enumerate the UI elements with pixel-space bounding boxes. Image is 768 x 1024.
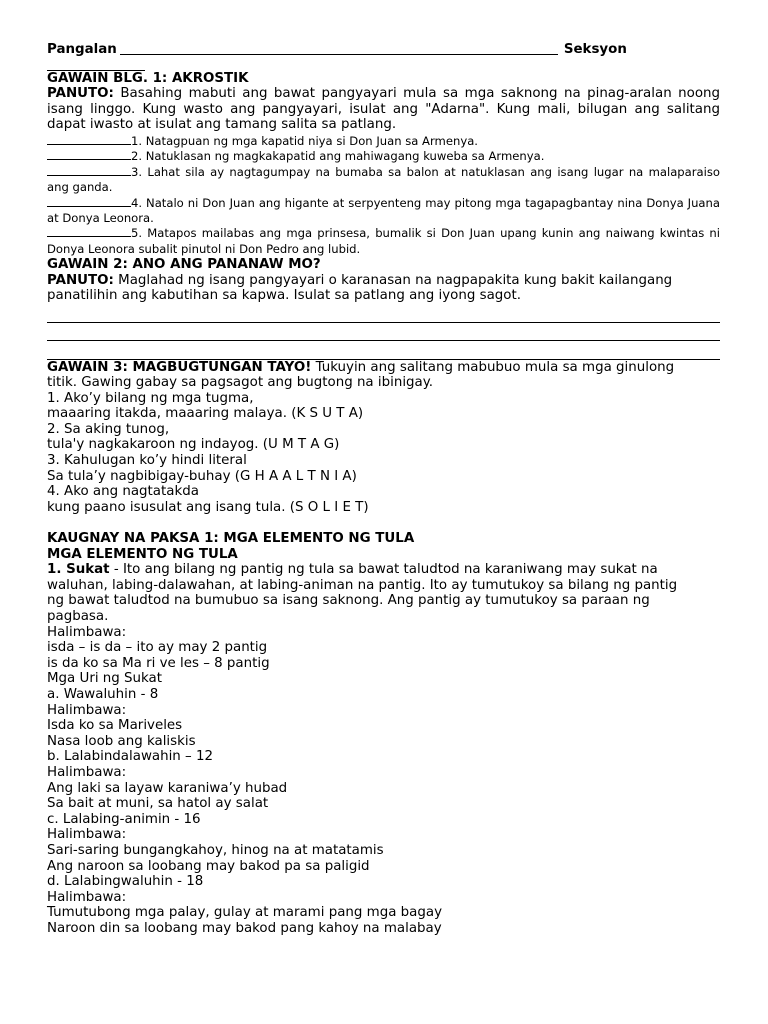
spacer [47,515,720,531]
akrostik-item [47,226,720,257]
gawain2-panuto-label: PANUTO: [47,272,114,288]
example-line: Halimbawa: [47,624,127,640]
bugtong-line: 3. Kahulugan ko’y hindi literal [47,453,247,469]
gawain1-panuto-text: Basahing mabuti ang bawat pangyayari mula sa mga saknong na pinag-aralan noong isang linggo. Kung wasto ang pangyayari, isulat ang "Adarna". Kung mali, bilugan ang salitang dapat iwasto at isulat ang tamang salita sa patlang. [47,86,720,133]
example-line: b. Lalabindalawahin – 12 [47,749,214,765]
answer-line[interactable] [47,341,720,360]
example-line: d. Lalabingwaluhin - 18 [47,874,204,890]
paksa-subtitle: MGA ELEMENTO NG TULA [47,546,238,562]
akrostik-item [47,149,720,164]
answer-blank[interactable] [47,134,131,145]
example-line: Tumutubong mga palay, gulay at marami pang mga bagay [47,905,442,921]
answer-blank[interactable] [47,196,131,207]
gawain1-title: GAWAIN BLG. 1: AKROSTIK [47,70,249,86]
gawain2-panuto-text: Maglahad ng isang pangyayari o karanasan na nagpapakita kung bakit kailangang [118,272,673,288]
bugtong-line: maaaring itakda, maaaring malaya. (K S U T A) [47,406,364,422]
example-line: Ang naroon sa loobang may bakod pa sa paligid [47,858,370,874]
gawain3-intro-2: titik. Gawing gabay sa pagsagot ang bugtong na ibinigay. [47,375,434,391]
akrostik-item [47,165,720,196]
akrostik-item-text: 2. Natuklasan ng magkakapatid ang mahiwagang kuweba sa Armenya. [131,149,545,164]
example-line: Sari-saring bungangkahoy, hinog na at matatamis [47,842,384,858]
akrostik-item-text: 3. Lahat sila ay nagtagumpay na bumaba sa balon at natuklasan ang isang lugar na malaparaiso ang ganda. [47,164,720,195]
sukat-line: waluhan, labing-dalawahan, at labing-animan na pantig. Ito ay tumutukoy sa bilang ng pantig [47,577,678,593]
akrostik-item-text: 1. Natagpuan ng mga kapatid niya si Don Juan sa Armenya. [131,133,478,148]
example-line: a. Wawaluhin - 8 [47,686,159,702]
name-label: Pangalan [47,42,117,57]
example-line: Halimbawa: [47,827,127,843]
gawain3-intro-1: Tukuyin ang salitang mabubuo mula sa mga ginulong [315,359,675,375]
bugtong-line: 2. Sa aking tunog, [47,421,170,437]
answer-blank[interactable] [47,165,131,176]
example-line: Sa bait at muni, sa hatol ay salat [47,796,269,812]
sukat-line: ng bawat taludtod na bumubuo sa isang saknong. Ang pantig ay tumutukoy sa paraan ng [47,593,650,609]
example-line: Ang laki sa layaw karaniwa’y hubad [47,780,288,796]
gawain2-panuto-line2: panatilihin ang kabutihan sa kapwa. Isulat sa patlang ang iyong sagot. [47,288,521,304]
section-label: Seksyon [563,42,627,57]
sukat-text: - Ito ang bilang ng pantig ng tula sa bawat taludtod na karaniwang may sukat na [109,562,658,578]
answer-line[interactable] [47,323,720,342]
gawain3-title: GAWAIN 3: MAGBUGTUNGAN TAYO! [47,359,312,375]
answer-line[interactable] [47,304,720,323]
example-line: Mga Uri ng Sukat [47,671,163,687]
example-line: Halimbawa: [47,702,127,718]
example-line: isda – is da – ito ay may 2 pantig [47,640,268,656]
bugtong-line: kung paano isusulat ang isang tula. (S O L I E T) [47,499,369,515]
akrostik-item [47,196,720,227]
bugtong-line: 4. Ako ang nagtatakda [47,484,199,500]
example-line: c. Lalabing-animin - 16 [47,811,201,827]
example-line: Nasa loob ang kaliskis [47,733,196,749]
answer-blank[interactable] [47,149,131,160]
sukat-line: pagbasa. [47,609,109,624]
section-blank[interactable] [47,58,145,71]
name-blank[interactable] [120,42,558,55]
bugtong-line: Sa tula’y nagbibigay-buhay (G H A A L T N I A) [47,468,357,484]
bugtong-line: tula'y nagkakaroon ng indayog. (U M T A G) [47,437,340,453]
example-line: Naroon din sa loobang may bakod pang kahoy na malabay [47,920,442,936]
section-blank-row [47,58,720,71]
header-row [47,42,720,58]
gawain3-intro-line1 [47,360,720,376]
example-line: Isda ko sa Mariveles [47,718,183,734]
akrostik-item-text: 5. Matapos mailabas ang mga prinsesa, bumalik si Don Juan upang kunin ang naiwang kwintas ni Donya Leonora subalit pinutol ni Don Pedro ang lubid. [47,226,720,256]
bugtong-line: 1. Ako’y bilang ng mga tugma, [47,390,254,406]
sukat-line [47,562,720,578]
example-line: is da ko sa Ma ri ve les – 8 pantig [47,655,270,671]
example-line: Halimbawa: [47,764,127,780]
worksheet [47,42,720,936]
gawain2-title: GAWAIN 2: ANO ANG PANANAW MO? [47,257,321,273]
gawain2-panuto-line1 [47,273,720,289]
akrostik-item [47,134,720,149]
paksa-title: KAUGNAY NA PAKSA 1: MGA ELEMENTO NG TULA [47,531,415,547]
akrostik-item-text: 4. Natalo ni Don Juan ang higante at serpyenteng may pitong mga tagapagbantay nina Donya Juana at Donya Leonora. [47,195,720,225]
example-line: Halimbawa: [47,889,127,905]
gawain1-panuto-label: PANUTO: [47,86,114,102]
answer-blank[interactable] [47,226,131,237]
sukat-label: 1. Sukat [47,562,110,578]
gawain1-panuto [47,86,720,133]
